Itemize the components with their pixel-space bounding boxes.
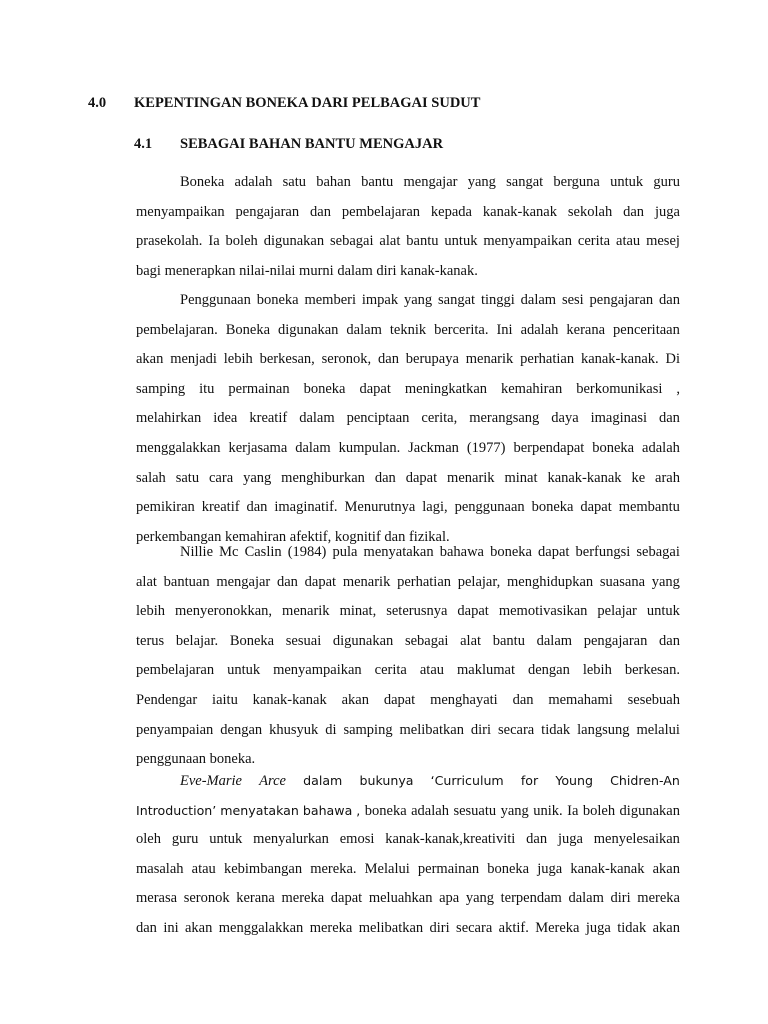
word: ‘Curriculum <box>430 773 504 788</box>
paragraph-first-line <box>136 766 680 796</box>
word: menyampaikan <box>273 662 362 679</box>
word: salah <box>136 469 166 486</box>
word: suasana <box>599 573 645 590</box>
word: penggunaan <box>454 499 525 516</box>
word: mengajar <box>403 174 458 190</box>
word: Melalui <box>364 860 410 877</box>
word: atau <box>616 233 641 250</box>
word: boleh <box>225 233 258 250</box>
word: belajar. <box>175 632 219 649</box>
paragraph-line <box>136 716 680 746</box>
word: Mereka <box>535 919 580 936</box>
word: berkesan, <box>259 351 315 368</box>
paragraph-line <box>136 345 680 375</box>
word: Penggunaan <box>180 292 251 308</box>
word: impak <box>361 292 399 308</box>
paragraph-line <box>136 316 680 346</box>
word: penceritaan <box>613 321 680 338</box>
word: Di <box>665 351 680 368</box>
word: , <box>676 380 680 397</box>
word: dan <box>378 351 399 368</box>
word: idea <box>213 410 238 427</box>
word: sangat <box>506 174 544 190</box>
word: bercerita. <box>434 321 489 338</box>
word: pengajaran <box>589 292 654 308</box>
word: Ia <box>208 233 220 250</box>
word: sangat <box>438 292 476 308</box>
word: lebih <box>223 351 253 368</box>
word: dan <box>246 499 268 516</box>
paragraph-line <box>136 227 680 257</box>
word: guru <box>653 174 680 190</box>
word: seronok, <box>321 351 372 368</box>
word: dapat <box>330 890 363 907</box>
word: boneka <box>256 292 299 308</box>
word: menyampaikan <box>483 233 572 250</box>
word: secara <box>456 919 493 936</box>
word: cara <box>209 469 234 486</box>
paragraph-2 <box>136 286 680 552</box>
word: mengajar <box>216 573 271 590</box>
word: juga <box>585 919 611 936</box>
word: melibatkan <box>399 721 464 738</box>
word: melibatkan <box>358 919 424 936</box>
word: menjadi <box>170 351 217 368</box>
word: adalah <box>411 802 449 819</box>
paragraph-4 <box>136 766 680 944</box>
word: untuk <box>610 174 644 190</box>
word: menyatakan <box>363 544 434 560</box>
word: tidak <box>617 919 647 936</box>
word: dapat <box>457 603 489 620</box>
word: digunakan <box>332 632 394 649</box>
word: pembelajaran <box>136 662 215 679</box>
word: (1984) <box>287 544 327 560</box>
word: Boneka <box>225 321 271 338</box>
word: meningkatkan <box>404 380 488 397</box>
word: boneka <box>592 439 635 456</box>
word: menghayati <box>430 691 498 708</box>
word: untuk <box>227 662 261 679</box>
word: sebagai <box>330 233 374 250</box>
word: kumpulan. <box>338 439 401 456</box>
word: mereka <box>637 890 680 907</box>
word: berfungsi <box>575 544 631 560</box>
word: Chidren-An <box>610 773 680 788</box>
word: mereka <box>309 919 353 936</box>
paragraph-line <box>136 538 680 568</box>
word: menyalurkan <box>253 831 329 848</box>
word: dan <box>526 831 548 848</box>
word: maklumat <box>457 662 515 679</box>
word: menghidupkan <box>506 573 594 590</box>
word: dapat <box>405 469 438 486</box>
word: apa <box>439 890 460 907</box>
word: dan <box>512 691 534 708</box>
word: lebih <box>582 662 612 679</box>
word: bantuan <box>163 573 210 590</box>
paragraph-line: perkembangan kemahiran afektif, kognitif dan fizikal. <box>136 528 450 545</box>
word: dapat <box>304 573 337 590</box>
word: pelajar, <box>457 573 501 590</box>
word: Pendengar <box>136 691 198 708</box>
paragraph-line <box>136 493 680 523</box>
word: Menurutnya <box>344 499 416 516</box>
word: sesebuah <box>627 691 680 708</box>
paragraph-line: penggunaan boneka. <box>136 751 256 768</box>
word: berguna <box>553 174 600 190</box>
word: menyampaikan <box>136 203 225 220</box>
paragraph-line <box>136 568 680 598</box>
word: dan <box>277 573 298 590</box>
paragraph-line <box>136 597 680 627</box>
paragraph-line <box>136 855 680 885</box>
word: cerita <box>577 233 611 250</box>
word: kerjasama <box>228 439 288 456</box>
word: menarik <box>465 351 514 368</box>
paragraph-line <box>136 434 680 464</box>
word: berkomunikasi <box>576 380 663 397</box>
word: atau <box>191 860 216 877</box>
word: terus <box>136 632 165 649</box>
word: digunakan <box>619 802 680 819</box>
word: berpendapat <box>513 439 585 456</box>
word: juga <box>654 203 680 220</box>
word: satu <box>282 174 306 190</box>
word: lebih <box>136 603 165 620</box>
word: merasa <box>136 890 178 907</box>
word: juga <box>537 860 563 877</box>
word: langsung <box>577 721 630 738</box>
paragraph-line <box>136 686 680 716</box>
word: merangsang <box>469 410 540 427</box>
word: guru <box>171 831 199 848</box>
word: diri <box>470 721 492 738</box>
word: dan <box>659 410 680 427</box>
paragraph-line <box>136 656 680 686</box>
word: pemikiran <box>136 499 195 516</box>
word: arah <box>655 469 680 486</box>
word: kebimbangan <box>223 860 303 877</box>
word: kemahiran <box>501 380 563 397</box>
word: ke <box>631 469 646 486</box>
paragraph-second-line <box>136 796 680 826</box>
word: mereka <box>281 890 325 907</box>
word: kanak-kanak <box>482 203 557 220</box>
word: dengan <box>220 721 263 738</box>
word: Boneka <box>229 632 275 649</box>
word: mereka. <box>310 860 357 877</box>
word: imaginatif. <box>274 499 338 516</box>
word: dalam <box>346 321 382 338</box>
word: boneka <box>531 499 574 516</box>
word: Jackman <box>408 439 459 456</box>
word: cerita, <box>421 410 458 427</box>
word: untuk <box>209 831 243 848</box>
word: menggalakkan <box>218 919 304 936</box>
word: Caslin <box>244 544 282 560</box>
word: yang <box>467 174 496 190</box>
word: kerana <box>236 890 275 907</box>
word: kanak-kanak. <box>580 351 659 368</box>
word: prasekolah. <box>136 233 203 250</box>
word: sesuatu <box>453 802 497 819</box>
word: penyampaian <box>136 721 214 738</box>
word: kepada <box>430 203 472 220</box>
paragraph-line <box>136 198 680 228</box>
word: akan <box>185 919 213 936</box>
word: boneka <box>490 544 532 560</box>
subsection-title: SEBAGAI BAHAN BANTU MENGAJAR <box>180 136 444 152</box>
section-number: 4.0 <box>88 95 107 111</box>
word: dan <box>310 203 331 220</box>
word: ini <box>163 919 179 936</box>
word: bahan <box>316 174 351 190</box>
word: bantu <box>492 632 525 649</box>
book-title-tail: Introduction’ menyatakan bahawa , <box>136 802 361 818</box>
paragraph-line <box>136 825 680 855</box>
word: berkesan. <box>624 662 680 679</box>
word: menarik <box>342 573 391 590</box>
paragraph-line: bagi menerapkan nilai-nilai murni dalam diri kanak-kanak. <box>136 262 478 279</box>
word: minat <box>504 469 538 486</box>
section-title: KEPENTINGAN BONEKA DARI PELBAGAI SUDUT <box>134 95 481 111</box>
word: diri <box>610 890 631 907</box>
word: aktif. <box>498 919 529 936</box>
word: teknik <box>389 321 427 338</box>
word: alat <box>379 233 401 250</box>
word: akan <box>136 351 164 368</box>
word: imaginasi <box>590 410 648 427</box>
word: diri <box>429 919 450 936</box>
word: Ia <box>567 802 579 819</box>
word: dan <box>136 919 157 936</box>
word: menyeronokkan, <box>175 603 273 620</box>
word: perhatian <box>397 573 452 590</box>
word: memahami <box>548 691 613 708</box>
word: sebagai <box>404 632 449 649</box>
paragraph-line <box>136 914 680 944</box>
word: bahawa <box>439 544 484 560</box>
word: adalah <box>234 174 273 190</box>
word: Arce <box>259 773 286 789</box>
word: samping <box>136 380 186 397</box>
word: lagi, <box>422 499 448 516</box>
word: menggalakkan <box>136 439 221 456</box>
word: satu <box>175 469 200 486</box>
word: seronok <box>183 890 230 907</box>
word: for <box>520 773 539 788</box>
word: dan <box>623 203 645 220</box>
word: dapat <box>359 380 391 397</box>
word: iaitu <box>212 691 238 708</box>
paragraph-line <box>136 404 680 434</box>
word: sesuai <box>285 632 322 649</box>
word: berupaya <box>405 351 459 368</box>
word: permainan <box>417 860 480 877</box>
word: minat, <box>339 603 377 620</box>
word: kreatif <box>249 410 288 427</box>
word: dapat <box>383 691 416 708</box>
word: samping <box>343 721 393 738</box>
word: yang <box>500 802 529 819</box>
word: perhatian <box>520 351 575 368</box>
word: yang <box>403 292 433 308</box>
word: dengan <box>527 662 570 679</box>
word: digunakan <box>278 321 339 338</box>
word: pembelajaran. <box>136 321 218 338</box>
word: boneka <box>487 860 530 877</box>
word: dalam <box>520 292 557 308</box>
word: bantu <box>406 233 439 250</box>
word: menarik <box>447 469 495 486</box>
word: itu <box>199 380 215 397</box>
word: dalam <box>295 439 331 456</box>
word: daya <box>551 410 579 427</box>
word: (1977) <box>466 439 506 456</box>
word: dapat <box>538 544 570 560</box>
word: akan <box>652 860 680 877</box>
word: Boneka <box>180 174 225 190</box>
word: melalui <box>636 721 680 738</box>
word: akan <box>652 919 680 936</box>
author-name: Eve-Marie <box>180 773 242 789</box>
subsection-number: 4.1 <box>134 136 153 152</box>
word: pembelajaran <box>341 203 420 220</box>
word: kerana <box>566 321 606 338</box>
word: seterusnya <box>386 603 448 620</box>
word: sekolah <box>567 203 613 220</box>
word: oleh <box>136 831 161 848</box>
paragraph-1 <box>136 168 680 286</box>
word: memberi <box>304 292 357 308</box>
word: boneka <box>364 802 407 819</box>
word: permainan <box>228 380 290 397</box>
word: menyelesaikan <box>593 831 680 848</box>
word: melahirkan <box>136 410 202 427</box>
word: adalah <box>642 439 680 456</box>
word: Ini <box>496 321 513 338</box>
word: di <box>325 721 337 738</box>
word: kanak-kanak <box>570 860 645 877</box>
paragraph-line <box>136 884 680 914</box>
word: pula <box>332 544 358 560</box>
word: pengajaran <box>583 632 648 649</box>
word: boneka <box>303 380 346 397</box>
word: yang <box>651 573 680 590</box>
word: menghiburkan <box>281 469 365 486</box>
word: membantu <box>618 499 680 516</box>
word: alat <box>460 632 482 649</box>
word: dan <box>659 632 680 649</box>
word: akan <box>341 691 369 708</box>
paragraph-line <box>136 375 680 405</box>
word: tinggi <box>480 292 515 308</box>
word: khusyuk <box>269 721 319 738</box>
paragraph-line <box>136 464 680 494</box>
word: dan <box>374 469 396 486</box>
word: terpendam <box>500 890 562 907</box>
word: tidak <box>541 721 571 738</box>
word: unik. <box>533 802 563 819</box>
word: bukunya <box>359 773 414 788</box>
word: atau <box>419 662 445 679</box>
word: dalam <box>299 410 335 427</box>
word: digunakan <box>263 233 325 250</box>
word: dalam <box>536 632 573 649</box>
word: dalam <box>303 773 343 788</box>
paragraph-line <box>136 627 680 657</box>
word: Nillie <box>180 544 214 560</box>
word: sesi <box>561 292 584 308</box>
word: secara <box>498 721 535 738</box>
word: untuk <box>646 603 680 620</box>
word: sebagai <box>636 544 680 560</box>
word: kanak-kanak <box>252 691 327 708</box>
word: dapat <box>580 499 612 516</box>
word: memotivasikan <box>498 603 588 620</box>
word: yang <box>243 469 272 486</box>
word: penciptaan <box>346 410 410 427</box>
word: pengajaran <box>235 203 300 220</box>
word: Young <box>555 773 593 788</box>
word: masalah <box>136 860 184 877</box>
word: cerita <box>374 662 407 679</box>
word: meluahkan <box>368 890 433 907</box>
word: pelajar <box>597 603 637 620</box>
word: dan <box>659 292 680 308</box>
word: bantu <box>361 174 394 190</box>
word: mesej <box>646 233 680 250</box>
word: untuk <box>444 233 478 250</box>
word: kreatif <box>201 499 240 516</box>
paragraph-3 <box>136 538 680 775</box>
word: yang <box>465 890 495 907</box>
word: juga <box>557 831 583 848</box>
word: Mc <box>219 544 239 560</box>
word: adalah <box>520 321 559 338</box>
word: menarik <box>282 603 330 620</box>
word: kanak-kanak <box>547 469 622 486</box>
paragraph-line <box>136 286 680 316</box>
word: alat <box>136 573 157 590</box>
word: kanak-kanak,kreativiti <box>385 831 516 848</box>
paragraph-line <box>136 168 680 198</box>
word: emosi <box>339 831 375 848</box>
word: dalam <box>568 890 604 907</box>
word: boleh <box>582 802 616 819</box>
